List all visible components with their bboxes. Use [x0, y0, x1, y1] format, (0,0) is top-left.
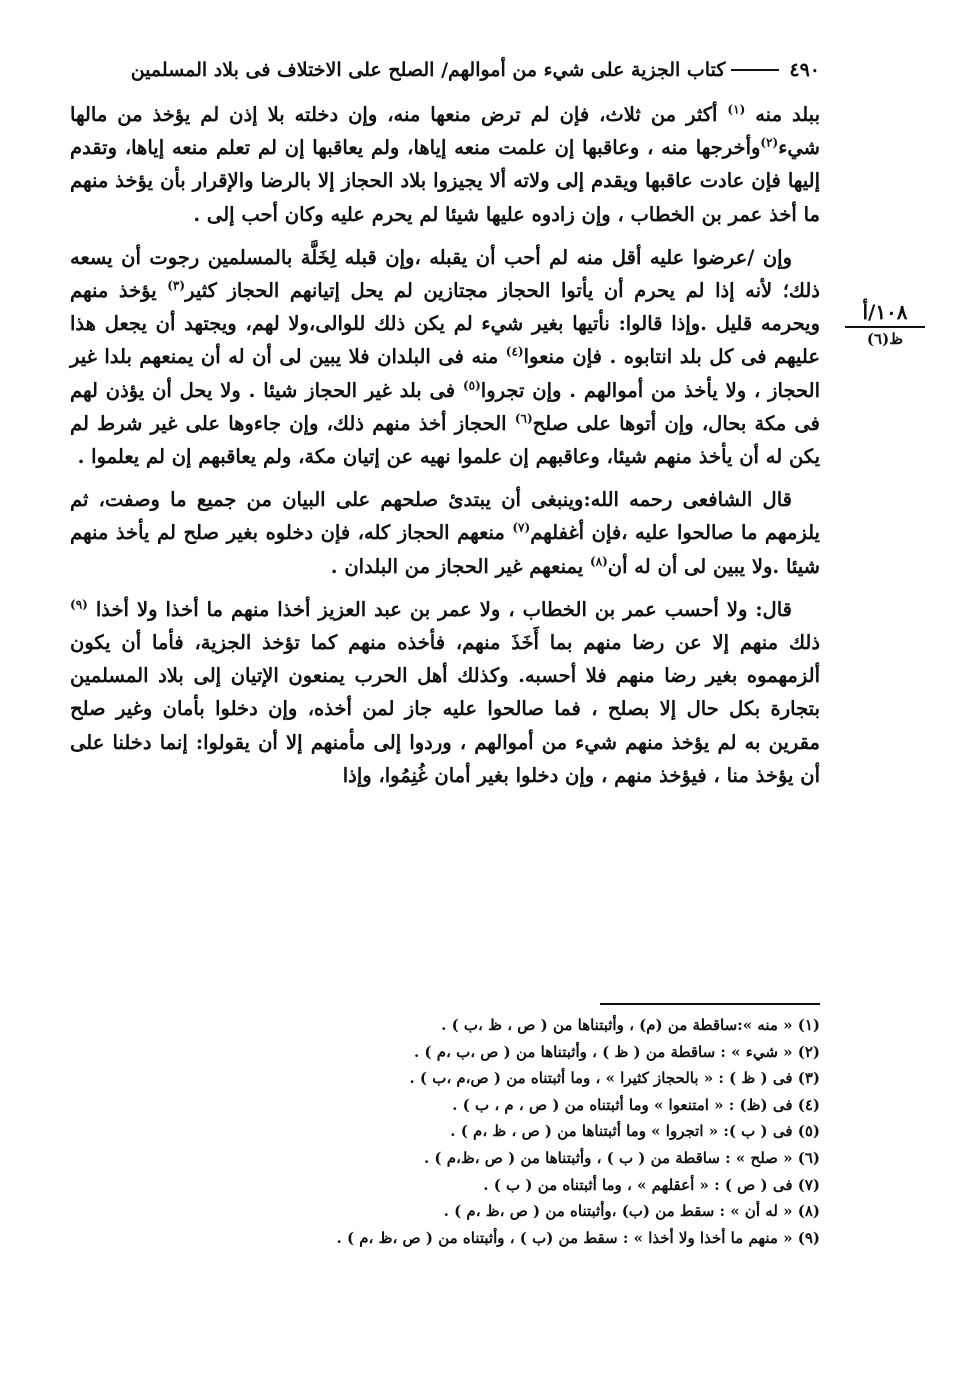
paragraph [70, 483, 820, 583]
text-segment: يؤخذ منهم ويحرمه قليل .وإذا قالوا: نأتيها بغير شيء لم يكن ذلك للوالى،ولا لهم، ويجتهد أن يجعل هذا عليهم فى كل بلد انتابوه . فإن منعوا [70, 279, 820, 369]
paragraph [70, 593, 820, 792]
page-number: ٤٩٠ [789, 59, 820, 81]
text-segment: وأخرجها منه ، وعاقبها إن علمت منعه إياها، ولم يعاقبها إن لم تعلم منعه إياها، وتقدم إليها فإن عادت عاقبها ويقدم إلى ولاته ألا يجيزوا بلاد الحجاز إلا بالرضا والإقرار بأن يؤخذ منهم ما أخذ عمر بن الخطاب ، وإن زادوه عليها شيئا لم يحرم عليه وكان أحب إلى . [70, 136, 820, 226]
footnote: (٣) فى ( ظ ) : « بالحجاز كثيرا » ، وما أثبتناه من ( ص،م ،ب ) . [409, 1069, 820, 1088]
header-dash [731, 69, 779, 71]
text-segment: ذلك منهم إلا عن رضا منهم بما أَخَذَ منهم، فأخذه منهم كما تؤخذ الجزية، فأما أن يكون ألزمهموه بغير رضا منهم فلا أحسبه. وكذلك أهل الحرب يمنعون الإتيان إلى بلاد المسلمين بتجارة بكل حال إلا بصلح ، فما صالحوا عليه جاز لمن أخذه، وإن دخلوا بأمان وغير صلح مقرين به لم يؤخذ منهم شيء من أموالهم ، وردوا إلى مأمنهم إلا أن يقولوا: إنما دخلنا على أن يؤخذ منا ، فيؤخذ منهم ، وإن دخلوا بغير أمان غُنِمُوا، وإذا [70, 631, 820, 787]
text-segment: الحجاز أخذ منهم ذلك، وإن جاءوها على غير شرط لم يكن له أن يأخذ منهم شيئا، وعاقبهم إن علموا نهيه عن إتيان مكة، ولم يعاقبهم إن لم يعلموا . [70, 411, 820, 469]
margin-manuscript: ظ(٦) [866, 330, 904, 348]
text-segment: منه فى البلدان فلا يبين لى أن له أن يمنعهم بلدا غير الحجاز ، ولا يأخذ من أموالهم . وإن تجروا [70, 345, 820, 402]
footnote-rule [600, 1003, 820, 1005]
footnote-marker: (٩) [70, 597, 88, 612]
footnote: (١) « منه »:ساقطة من (م) ، وأثبتناها من ( ص ، ظ ،ب ) . [441, 1016, 820, 1034]
text-segment: قال الشافعى رحمه الله:وينبغى أن يبتدئ صلحهم على البيان من جميع ما وصفت، ثم يلزمهم ما صالحوا عليه ،فإن أغفلهم [70, 488, 820, 545]
footnote-marker: (٥) [462, 378, 481, 393]
text-segment: وإن /عرضوا عليه أقل منه لم أحب أن يقبله ،وإن قبله لِخَلَّة بالمسلمين رجوت أن يسعه ذلك؛ لأنه إذا لم يحرم أن يأتوا الحجاز مجتازين لم يحل إتيانهم الحجاز كثير [70, 245, 820, 303]
footnotes [200, 1012, 820, 1251]
footnote-marker: (٨) [589, 554, 608, 569]
main-text [70, 98, 820, 802]
header-title: كتاب الجزية على شيء من أموالهم/ الصلح على الاختلاف فى بلاد المسلمين [130, 59, 726, 81]
footnote-marker: (١) [727, 102, 746, 117]
text-segment: أكثر من ثلاث، فإن لم ترض منعها منه، وإن دخلته بلا إذن لم يؤخذ من مالها شيء [70, 103, 820, 160]
manuscript-margin-reference [845, 300, 925, 348]
footnote: (٤) فى (ظ) : « امتنعوا » وما أثبتناه من ( ص ، م ، ب ) . [452, 1095, 820, 1114]
text-segment: ببلد منه [745, 103, 820, 126]
footnote-marker: (٤) [505, 344, 524, 359]
margin-folio: ١٠٨/أ [845, 300, 925, 328]
footnote: (٦) « صلح » : ساقطة من ( ب ) ، وأثبتناها من ( ص ،ظ،م ) . [423, 1148, 820, 1167]
paragraph [70, 98, 820, 231]
footnote-marker: (٢) [760, 135, 779, 150]
paragraph [70, 241, 820, 473]
footnote: (٩) « منهم ما أخذا ولا أخذا » : سقط من (ب ) ، وأثبتناه من ( ص ،ظ ،م ) . [336, 1228, 820, 1247]
text-segment: يمنعهم غير الحجاز من البلدان . [330, 554, 590, 578]
footnote-marker: (٦) [514, 411, 533, 426]
footnote-marker: (٧) [512, 520, 531, 535]
running-header [70, 50, 820, 90]
text-segment: فى بلد غير الحجاز شيئا . ولا يحل أن يؤذن لهم فى مكة بحال، وإن أتوها على صلح [70, 378, 820, 435]
footnote: (٨) « له أن » : سقط من (ب) ،وأثبتناه من ( ص ،ظ ،م ) . [443, 1202, 820, 1221]
footnote: (٢) « شيء » : ساقطة من ( ظ ) ، وأثبتناها من ( ص ،ب ،م ) . [413, 1042, 820, 1061]
text-segment: قال: ولا أحسب عمر بن الخطاب ، ولا عمر بن عبد العزيز أخذا منهم ما أخذا ولا أخذا [87, 597, 792, 621]
text-segment: منعهم الحجاز كله، فإن دخلوه بغير صلح لم يأخذ منهم شيئا .ولا يبين لى أن له أن [70, 521, 820, 578]
footnote-marker: (٣) [167, 278, 186, 293]
footnote: (٥) فى ( ب ): « اتجروا » وما أثبتناها من ( ص ، ظ ،م ) . [450, 1122, 820, 1141]
footnote: (٧) فى ( ص ) : « أعقلهم » ، وما أثبتناه من ( ب ) . [483, 1175, 820, 1194]
